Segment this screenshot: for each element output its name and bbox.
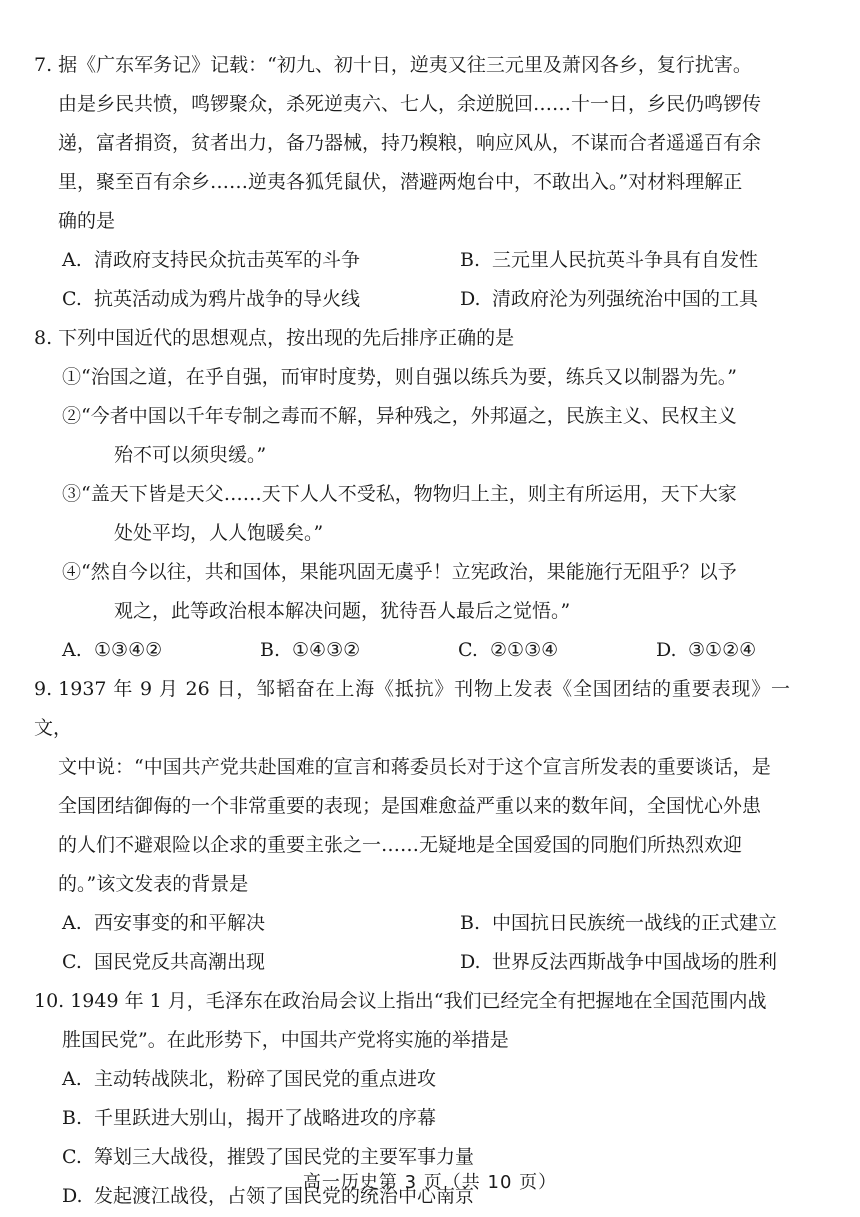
option-letter: D. [656,639,677,661]
question-9-stem-line: 的。”该文发表的背景是 [58,873,249,895]
question-7-option-b[interactable] [460,241,758,280]
question-9-option-d[interactable] [460,943,777,982]
option-text: 筹划三大战役，摧毁了国民党的主要军事力量 [94,1146,475,1168]
question-9-stem-line: 1937 年 9 月 26 日，邹韬奋在上海《抵抗》刊物上发表《全国团结的重要表现》一文， [34,678,790,739]
option-letter: B. [62,1107,83,1129]
question-7-stem-line: 据《广东军务记》记载：“初九、初十日，逆夷又往三元里及萧冈各乡，复行扰害。 [58,54,752,76]
question-9-option-c[interactable] [62,943,460,982]
question-7-stem-line: 确的是 [58,210,116,232]
question-9-stem-line: 文中说：“中国共产党共赴国难的宣言和蒋委员长对于这个宣言所发表的重要谈话，是 [58,756,771,778]
question-10-stem-line: 1949 年 1 月，毛泽东在政治局会议上指出“我们已经完全有把握地在全国范围内战 [70,990,767,1012]
option-letter: B. [460,912,481,934]
option-text: 清政府支持民众抗击英军的斗争 [94,249,361,271]
question-9-option-b[interactable] [460,904,777,943]
question-10-option-b[interactable] [62,1099,436,1138]
option-text: 中国抗日民族统一战线的正式建立 [492,912,778,934]
question-10-stem [34,982,790,1060]
question-8-statement-1 [34,358,790,397]
question-8-statement-4 [34,553,790,631]
option-text: 清政府沦为列强统治中国的工具 [492,288,759,310]
option-letter: D. [62,1185,83,1207]
option-text: 抗英活动成为鸦片战争的导火线 [94,288,361,310]
page-footer: 高一历史第 3 页（共 10 页） [302,1172,558,1193]
question-9-stem-line: 的人们不避艰险以企求的重要主张之一……无疑地是全国爱国的同胞们所热烈欢迎 [58,834,743,856]
statement-mark: ② [62,405,82,427]
question-9-options [34,904,790,982]
question-9-stem [34,670,790,904]
question-10-option-a[interactable] [62,1060,436,1099]
question-8-option-b[interactable] [260,631,458,670]
option-text: ③①②④ [688,639,757,661]
statement-mark: ③ [62,483,82,505]
question-7-number: 7. [34,54,53,76]
option-text: 国民党反共高潮出现 [94,951,266,973]
question-7-stem-line: 递，富者捐资，贫者出力，备乃器械，持乃糗粮，响应风从，不谋而合者遥遥百有余 [58,132,762,154]
option-letter: D. [460,288,481,310]
option-text: 世界反法西斯战争中国战场的胜利 [492,951,778,973]
question-8-stem [34,319,790,358]
question-7 [34,46,790,319]
option-letter: B. [460,249,481,271]
question-9-stem-line: 全国团结御侮的一个非常重要的表现；是国难愈益严重以来的数年间，全国忧心外患 [58,795,762,817]
option-letter: A. [62,639,82,661]
option-letter: A. [62,1068,82,1090]
option-letter: C. [62,288,82,310]
question-8-statement-2 [34,397,790,475]
question-7-stem-line: 里，聚至百有余乡……逆夷各狐凭鼠伏，潜避两炮台中，不敢出入。”对材料理解正 [58,171,743,193]
statement-text-continued: 处处平均，人人饱暖矣。” [114,522,324,544]
question-8-statement-3 [34,475,790,553]
option-text: 千里跃进大别山，揭开了战略进攻的序幕 [94,1107,437,1129]
question-8-options [34,631,790,670]
question-7-options [34,241,790,319]
option-letter: C. [458,639,478,661]
statement-text: “盖天下皆是天父……天下人人不受私，物物归上主，则主有所运用，天下大家 [81,483,737,505]
question-10-number: 10. [34,990,65,1012]
question-7-option-c[interactable] [62,280,460,319]
option-text: ①④③② [292,639,361,661]
statement-mark: ① [62,366,82,388]
question-7-stem [34,46,790,241]
question-8-option-c[interactable] [458,631,656,670]
option-letter: B. [260,639,281,661]
statement-mark: ④ [62,561,82,583]
statement-text-continued: 观之，此等政治根本解决问题，犹待吾人最后之觉悟。” [114,600,571,622]
question-9 [34,670,790,982]
option-letter: D. [460,951,481,973]
option-letter: C. [62,951,82,973]
question-9-number: 9. [34,678,53,700]
option-text: ②①③④ [490,639,559,661]
option-letter: C. [62,1146,82,1168]
question-7-option-a[interactable] [62,241,460,280]
statement-text: “今者中国以千年专制之毒而不解，异种残之，外邦逼之，民族主义、民权主义 [81,405,737,427]
option-text: 发起渡江战役，占领了国民党的统治中心南京 [94,1185,475,1207]
statement-text-continued: 殆不可以须臾缓。” [114,444,267,466]
option-text: 主动转战陕北，粉碎了国民党的重点进攻 [94,1068,437,1090]
question-8-stem-text: 下列中国近代的思想观点，按出现的先后排序正确的是 [58,327,515,349]
question-8-option-d[interactable] [656,631,756,670]
question-8-number: 8. [34,327,53,349]
option-text: 三元里人民抗英斗争具有自发性 [492,249,759,271]
question-8-option-a[interactable] [62,631,260,670]
question-7-option-d[interactable] [460,280,758,319]
question-8 [34,319,790,670]
statement-text: “治国之道，在乎自强，而审时度势，则自强以练兵为要，练兵又以制器为先。” [81,366,737,388]
option-text: ①③④② [94,639,163,661]
option-letter: A. [62,912,82,934]
option-text: 西安事变的和平解决 [94,912,266,934]
question-10-stem-line: 胜国民党”。在此形势下，中国共产党将实施的举措是 [62,1029,509,1051]
option-letter: A. [62,249,82,271]
question-9-option-a[interactable] [62,904,460,943]
question-7-stem-line: 由是乡民共愤，鸣锣聚众，杀死逆夷六、七人，余逆脱回……十一日，乡民仍鸣锣传 [58,93,762,115]
statement-text: “然自今以往，共和国体，果能巩固无虞乎！立宪政治，果能施行无阻乎？以予 [81,561,737,583]
